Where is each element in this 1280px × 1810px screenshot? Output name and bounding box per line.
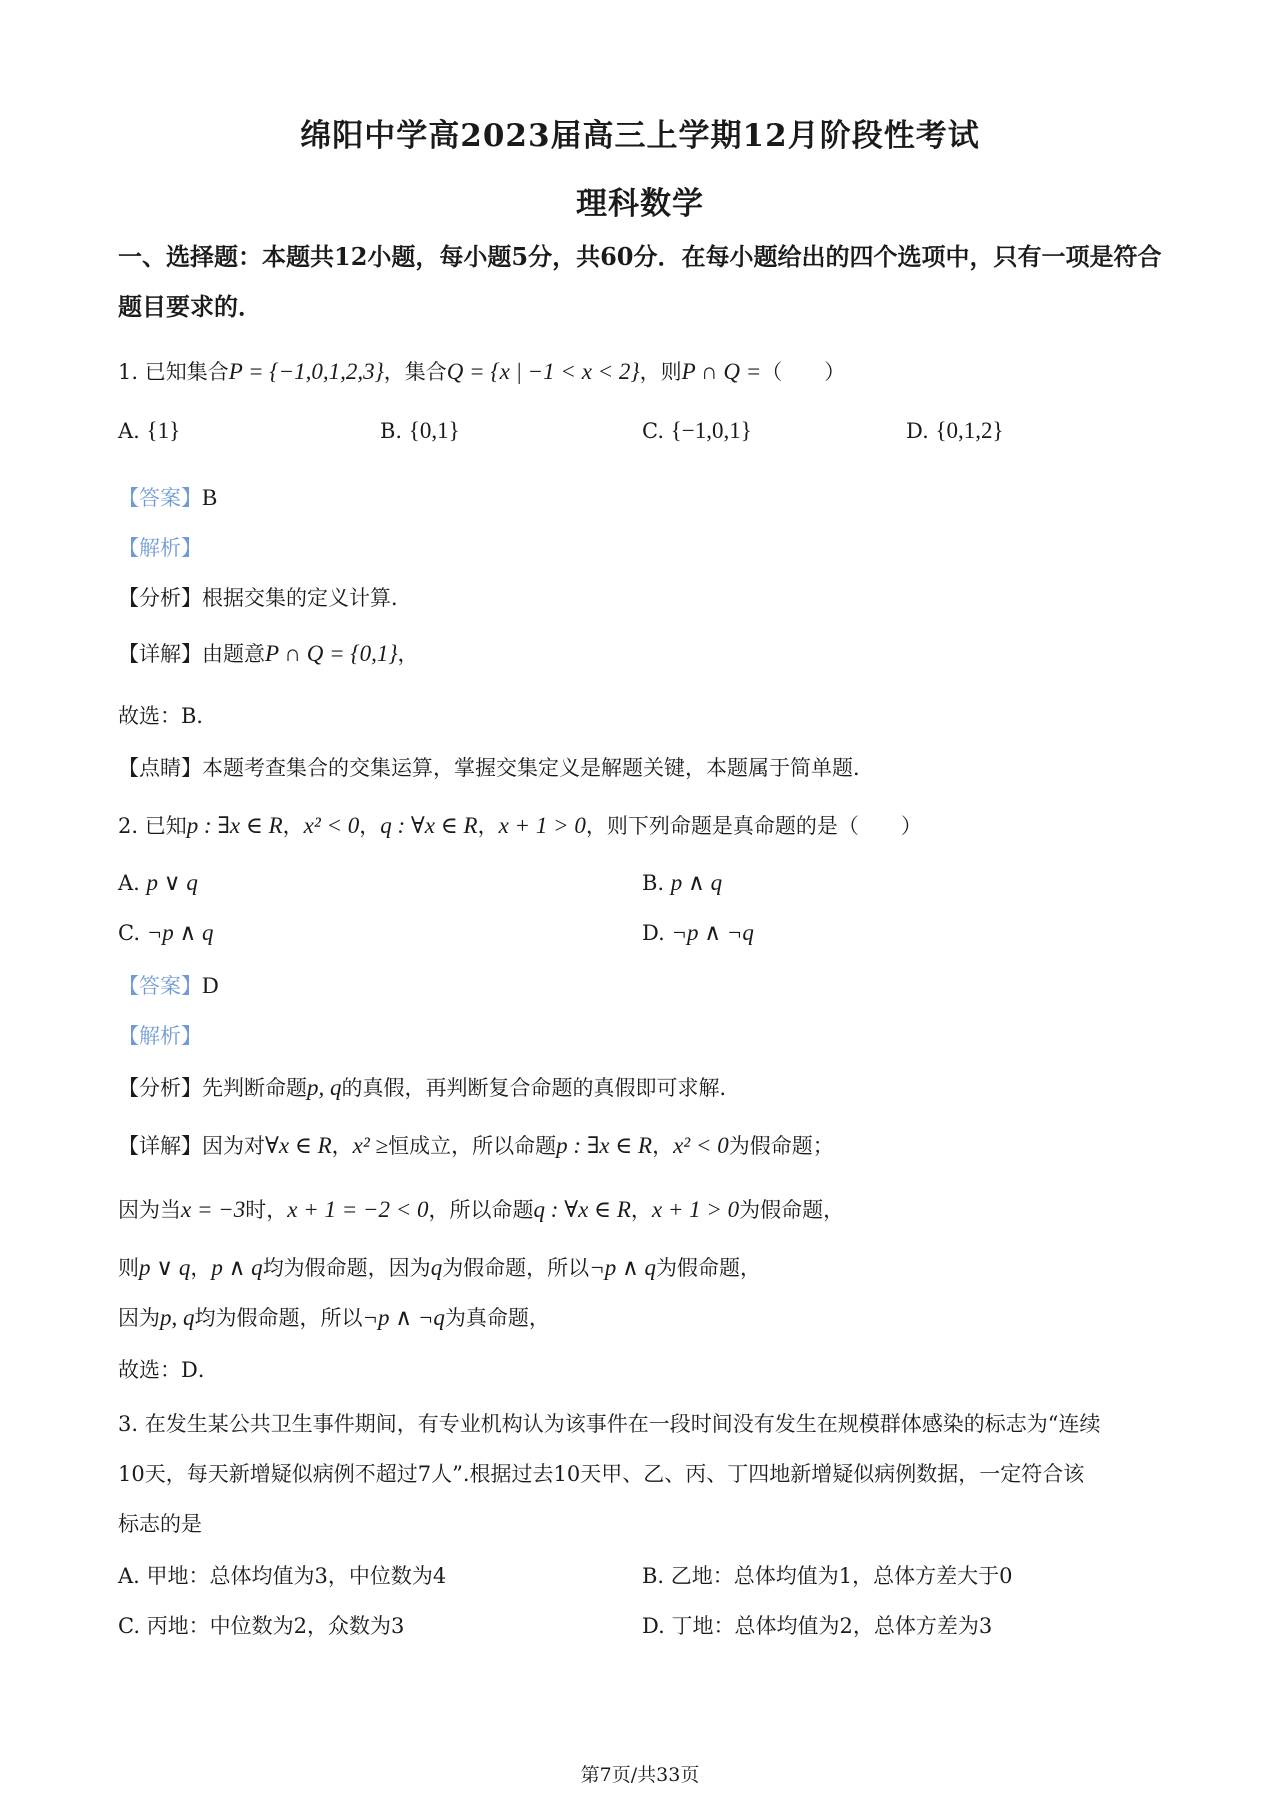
option-value: ¬p ∧ q [146,920,214,945]
q2-choose: 故选：D． [118,1358,219,1382]
option-letter: A. [118,1564,140,1588]
q2-option-d [642,920,754,946]
detail-text: 为假命题， [739,1198,845,1222]
detail-math: x² ≥ [352,1133,389,1158]
option-value: {−1,0,1} [670,418,752,443]
detail-math: ¬p ∧ ¬q [362,1305,445,1330]
detail-math: P ∩ Q = {0,1} [265,641,398,666]
detail-text: 因为对 [202,1134,265,1158]
detail-math: p : ∃x ∈ R [556,1133,653,1158]
option-letter: C. [118,921,140,945]
detail-math: p, q [160,1305,195,1330]
detail-math: x = −3 [181,1197,246,1222]
option-letter: A. [118,871,140,895]
q3-stem-line-2: 10天，每天新增疑似病例不超过7人”.根据过去10天甲、乙、丙、丁四地新增疑似病例数据，一定符合该 [118,1462,1085,1486]
detail-math: ¬p ∧ q [589,1255,657,1280]
q1-comment [118,752,874,782]
detail-text: 均为假命题，因为 [262,1256,431,1280]
q1-paren: （ ） [761,360,846,384]
exam-subject: 理科数学 [576,186,704,222]
detail-text: ， [630,1198,652,1222]
fenxi-tag: 【分析】 [118,586,202,610]
section-heading: 一、选择题：本题共12小题，每小题5分，共60分．在每小题给出的四个选项中，只有一项是符合题目要求的． [118,242,1162,321]
option-letter: D. [906,419,929,443]
detail-math: q [430,1255,443,1280]
option-value: 乙地：总体均值为1，总体方差大于0 [670,1564,1013,1588]
q2-detail-line-1 [118,1130,834,1160]
page-number: 第7页/共33页 [580,1764,700,1786]
detail-tag: 【详解】 [118,1134,202,1158]
q1-fenxi [118,582,412,612]
comment-text: 本题考查集合的交集运算，掌握交集定义是解题关键，本题属于简单题． [202,756,874,780]
q2-prefix: 2. 已知 [118,814,187,838]
detail-text: 为假命题； [728,1134,834,1158]
q1-set-p: P = {−1,0,1,2,3} [228,359,384,384]
q2-analysis-tag: 【解析】 [118,1024,202,1048]
q3-option-c [118,1610,404,1640]
q3-stem-line-1: 3. 在发生某公共卫生事件期间，有专业机构认为该事件在一段时间没有发生在规模群体感染的标志为“连续 [118,1412,1101,1436]
answer-value: B [202,485,218,510]
option-value: 丁地：总体均值为2，总体方差为3 [671,1614,993,1638]
q2-option-b [642,870,722,896]
detail-math: q : ∀x ∈ R [533,1197,631,1222]
detail-text: 为真命题， [444,1306,550,1330]
detail-tag: 【详解】 [118,642,202,666]
detail-text: 时， [245,1198,288,1222]
detail-text: ， [397,642,419,666]
q3-stem-line-3: 标志的是 [118,1512,202,1536]
q2-q-def: q : ∀x ∈ R [380,813,478,838]
q2-answer [118,970,219,1000]
detail-math: ∀x ∈ R [265,1133,332,1158]
q2-tail: ，则下列命题是真命题的是（ ） [585,814,922,838]
answer-tag: 【答案】 [118,486,202,510]
option-value: {0,1,2} [935,418,1004,443]
detail-text: ， [190,1256,212,1280]
option-letter: A. [118,419,140,443]
question-2-stem: 2. 已知p : ∃x ∈ R，x² < 0，q : ∀x ∈ R，x + 1 > 0，则下列命题是真命题的是（ ） [118,813,922,838]
q1-tail: ，则 [639,360,682,384]
detail-text: ， [652,1134,674,1158]
q1-answer [118,482,217,512]
q2-detail-line-2 [118,1194,844,1224]
detail-text: 由题意 [202,642,265,666]
q3-option-a [118,1560,446,1590]
q2-detail-line-4 [118,1302,550,1332]
detail-math: x + 1 > 0 [651,1197,740,1222]
comment-tag: 【点睛】 [118,756,202,780]
detail-text: 均为假命题，所以 [194,1306,363,1330]
q3-option-b [642,1560,1013,1590]
option-value: 丙地：中位数为2，众数为3 [146,1614,405,1638]
q2-option-c [118,920,214,946]
detail-text: 则 [118,1256,139,1280]
option-value: 甲地：总体均值为3，中位数为4 [146,1564,447,1588]
option-value: {0,1} [408,418,460,443]
detail-text: 因为 [118,1306,160,1330]
exam-title: 绵阳中学高2023届高三上学期12月阶段性考试 [300,118,980,154]
detail-math: p ∨ q [139,1255,191,1280]
detail-text: 恒成立，所以命题 [388,1134,557,1158]
answer-tag: 【答案】 [118,974,202,998]
q2-fenxi [118,1072,741,1102]
detail-text: 为假命题，所以 [442,1256,590,1280]
q1-mid: ，集合 [383,360,447,384]
option-letter: D. [642,921,665,945]
option-letter: D. [642,1614,665,1638]
q1-analysis-tag: 【解析】 [118,536,202,560]
q1-choose: 故选：B． [118,704,218,728]
q2-q-ineq: x + 1 > 0 [498,813,586,838]
option-value: p ∧ q [670,870,723,895]
q1-option-d [906,418,1004,444]
q1-set-q: Q = {x | −1 < x < 2} [446,359,640,384]
q2-p-def: p : ∃x ∈ R [186,813,283,838]
q1-prefix: 1. 已知集合 [118,360,229,384]
q1-option-b [380,418,460,444]
option-value: ¬p ∧ ¬q [671,920,754,945]
fenxi-text: 先判断命题 [202,1076,307,1100]
option-letter: C. [118,1614,140,1638]
option-value: p ∨ q [146,870,198,895]
detail-text: 为假命题， [656,1256,762,1280]
detail-math: x² < 0 [673,1133,729,1158]
option-letter: B. [642,871,665,895]
q2-option-a [118,870,198,896]
option-letter: B. [642,1564,665,1588]
q2-detail-line-3 [118,1252,761,1282]
option-letter: C. [642,419,664,443]
q3-option-d [642,1610,992,1640]
detail-text: ， [331,1134,353,1158]
fenxi-text: 根据交集的定义计算． [202,586,412,610]
fenxi-tag: 【分析】 [118,1076,202,1100]
question-1-stem [118,356,845,386]
detail-math: x + 1 = −2 < 0 [287,1197,429,1222]
answer-value: D [202,973,219,998]
fenxi-text: 的真假，再判断复合命题的真假即可求解． [341,1076,741,1100]
detail-text: 因为当 [118,1198,181,1222]
option-letter: B. [380,419,403,443]
q1-option-c [642,418,752,444]
q1-expression: P ∩ Q = [681,359,762,384]
option-value: {1} [146,418,181,443]
q2-p-ineq: x² < 0 [303,813,360,838]
q1-option-a [118,418,180,444]
detail-math: p ∧ q [211,1255,263,1280]
q1-detail [118,638,419,668]
detail-text: ，所以命题 [428,1198,534,1222]
fenxi-math: p, q [307,1075,342,1100]
